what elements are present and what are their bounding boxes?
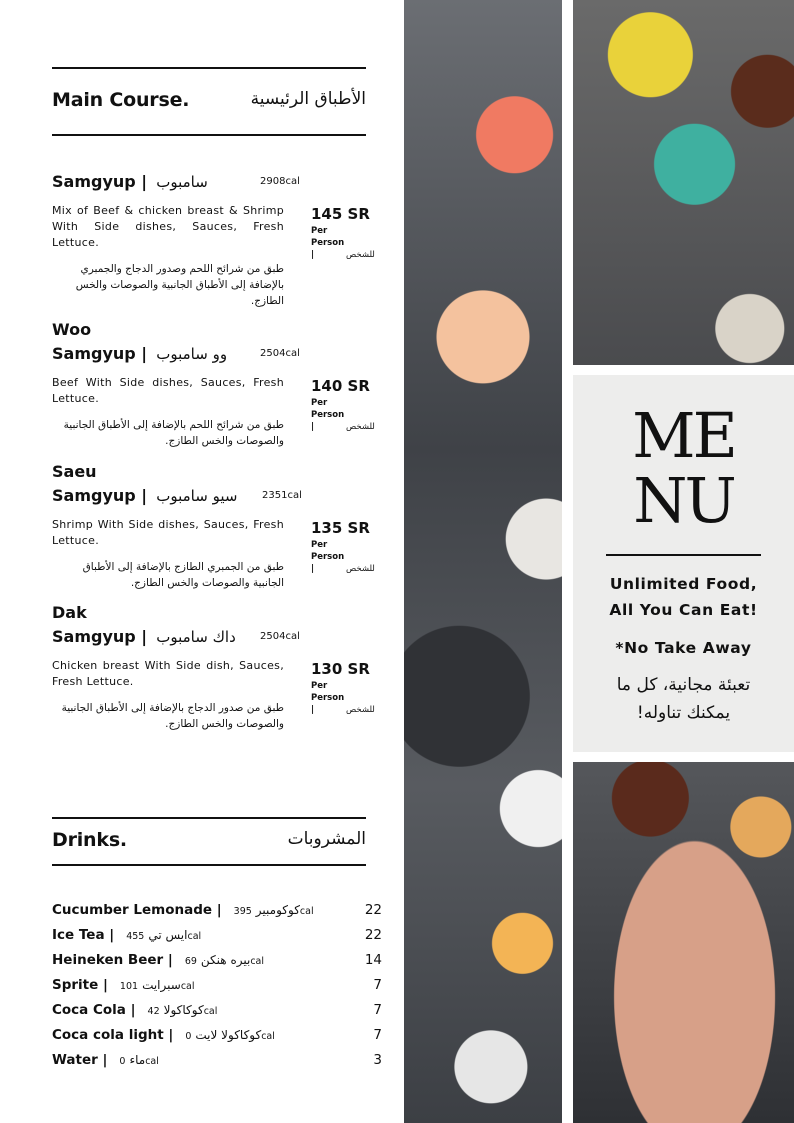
main-course-title-ar: الأطباق الرئيسية [250, 89, 366, 109]
dish-name: Samgyup | [52, 627, 148, 646]
dish-name-prefix: Saeu [52, 462, 97, 481]
dish-name-row [52, 627, 392, 651]
drink-name-ar: كوكاكولا [163, 1003, 204, 1017]
drink-calories: 101cal [119, 981, 195, 992]
drink-name: Heineken Beer | [52, 952, 173, 968]
per-person-label: Per Person | [311, 681, 345, 715]
drinks-title-ar: المشروبات [287, 829, 366, 849]
drink-name-ar: ماء [129, 1053, 146, 1067]
tagline-ar-line1: تعبئة مجانية، كل ما [616, 675, 751, 695]
per-person-label: Per Person | [311, 540, 345, 574]
dish-per-person [311, 539, 375, 575]
dish-price: 135 SR [311, 519, 370, 537]
drink-item [52, 902, 382, 922]
drink-item [52, 1027, 382, 1047]
per-person-label: Per Person | [311, 398, 345, 432]
drink-price: 3 [373, 1052, 382, 1068]
drink-name: Sprite | [52, 977, 108, 993]
main-course-top-rule [52, 67, 366, 69]
dish-description-ar: طبق من شرائح اللحم وصدور الدجاج والجمبري بالإضافة إلى الأطباق الجانبية والصوصات والخس الطازج. [75, 263, 284, 307]
drink-name: Water | [52, 1052, 108, 1068]
drink-item [52, 952, 382, 972]
dish-description: Mix of Beef & chicken breast & Shrimp With Side dishes, Sauces, Fresh Lettuce. [52, 204, 284, 249]
dish-saeu-samgyup [52, 462, 392, 602]
dish-description-ar: طبق من صدور الدجاج بالإضافة إلى الأطباق الجانبية والصوصات والخس الطازج. [61, 702, 284, 730]
dish-description: Chicken breast With Side dish, Sauces, Fresh Lettuce. [52, 659, 284, 688]
dish-description-ar: طبق من شرائح اللحم بالإضافة إلى الأطباق الجانبية والصوصات والخس الطازج. [63, 419, 284, 447]
dish-description: Beef With Side dishes, Sauces, Fresh Lettuce. [52, 376, 284, 405]
dish-price: 140 SR [311, 377, 370, 395]
dish-price: 130 SR [311, 660, 370, 678]
per-person-label-ar: للشخص [346, 564, 375, 574]
per-person-label-ar: للشخص [346, 705, 375, 715]
drink-item [52, 927, 382, 947]
drink-item [52, 1002, 382, 1022]
drink-name: Ice Tea | [52, 927, 115, 943]
dish-calories: 2908cal [260, 176, 300, 187]
dish-dak-samgyup [52, 603, 392, 743]
per-person-label: Per Person | [311, 226, 345, 260]
dish-per-person [311, 397, 375, 433]
dish-per-person [311, 225, 375, 261]
drink-calories: 395cal [233, 906, 314, 917]
drink-name: Coca cola light | [52, 1027, 174, 1043]
food-photo-drinks [573, 0, 794, 365]
drinks-bottom-rule [52, 864, 366, 866]
no-take-away-note: *No Take Away [615, 639, 752, 657]
dish-name-row [52, 486, 392, 510]
dish-samgyup [52, 172, 392, 312]
drinks-title: Drinks. [52, 829, 127, 851]
dish-per-person [311, 680, 375, 716]
drink-price: 14 [364, 952, 382, 968]
drink-name-ar: كوكومبير [255, 903, 300, 917]
tagline-ar-line2: يمكنك تناوله! [636, 703, 731, 723]
drink-item [52, 1052, 382, 1072]
menu-title-line2: NU [633, 464, 734, 537]
main-course-bottom-rule [52, 134, 366, 136]
dish-name-ar: سيو سامبوب [156, 487, 238, 505]
drink-name: Coca Cola | [52, 1002, 136, 1018]
dish-name-ar: وو سامبوب [156, 345, 228, 363]
menu-title-line1: ME [632, 399, 735, 472]
dish-name-row [52, 344, 392, 368]
dish-name-prefix: Woo [52, 320, 92, 339]
dish-name: Samgyup | [52, 486, 148, 505]
drink-calories: 69cal [184, 956, 265, 967]
drink-calories: 42cal [147, 1006, 218, 1017]
drink-price: 22 [364, 902, 382, 918]
per-person-label-ar: للشخص [346, 422, 375, 432]
dish-name-prefix: Dak [52, 603, 87, 622]
dish-woo-samgyup [52, 320, 392, 460]
dish-description-ar: طبق من الجمبري الطازج بالإضافة إلى الأطباق الجانبية والصوصات والخس الطازج. [82, 561, 284, 589]
tagline-all-you-can-eat: All You Can Eat! [609, 601, 758, 619]
drink-calories: 455cal [126, 931, 202, 942]
drink-price: 22 [364, 927, 382, 943]
dish-name-row [52, 172, 392, 196]
dish-name: Samgyup | [52, 344, 148, 363]
dish-calories: 2351cal [262, 490, 302, 501]
dish-name-ar: سامبوب [156, 173, 208, 191]
drinks-header [52, 829, 366, 859]
dish-name: Samgyup | [52, 172, 148, 191]
food-photo-shrimp [573, 762, 794, 1123]
dish-calories: 2504cal [260, 348, 300, 359]
dish-description: Shrimp With Side dishes, Sauces, Fresh Lettuce. [52, 518, 284, 547]
dish-price: 145 SR [311, 205, 370, 223]
drink-price: 7 [373, 977, 382, 993]
drinks-top-rule [52, 817, 366, 819]
per-person-label-ar: للشخص [346, 250, 375, 260]
drink-name: Cucumber Lemonade | [52, 902, 222, 918]
drink-name-ar: سبرايت [142, 978, 181, 992]
main-course-title: Main Course. [52, 89, 190, 111]
drink-calories: 0cal [119, 1056, 159, 1067]
drink-name-ar: بيره هنكن [200, 953, 251, 967]
drink-price: 7 [373, 1002, 382, 1018]
drink-price: 7 [373, 1027, 382, 1043]
drink-item [52, 977, 382, 997]
main-course-header [52, 89, 366, 119]
tagline-unlimited: Unlimited Food, [609, 575, 758, 593]
menu-panel-rule [606, 554, 761, 556]
menu-panel [573, 375, 794, 752]
drink-name-ar: ايس تي [148, 928, 188, 942]
drink-name-ar: كوكاكولا لايت [195, 1028, 262, 1042]
dish-calories: 2504cal [260, 631, 300, 642]
dish-name-ar: داك سامبوب [156, 628, 236, 646]
food-photo-grill [404, 0, 562, 1123]
drink-calories: 0cal [185, 1031, 275, 1042]
